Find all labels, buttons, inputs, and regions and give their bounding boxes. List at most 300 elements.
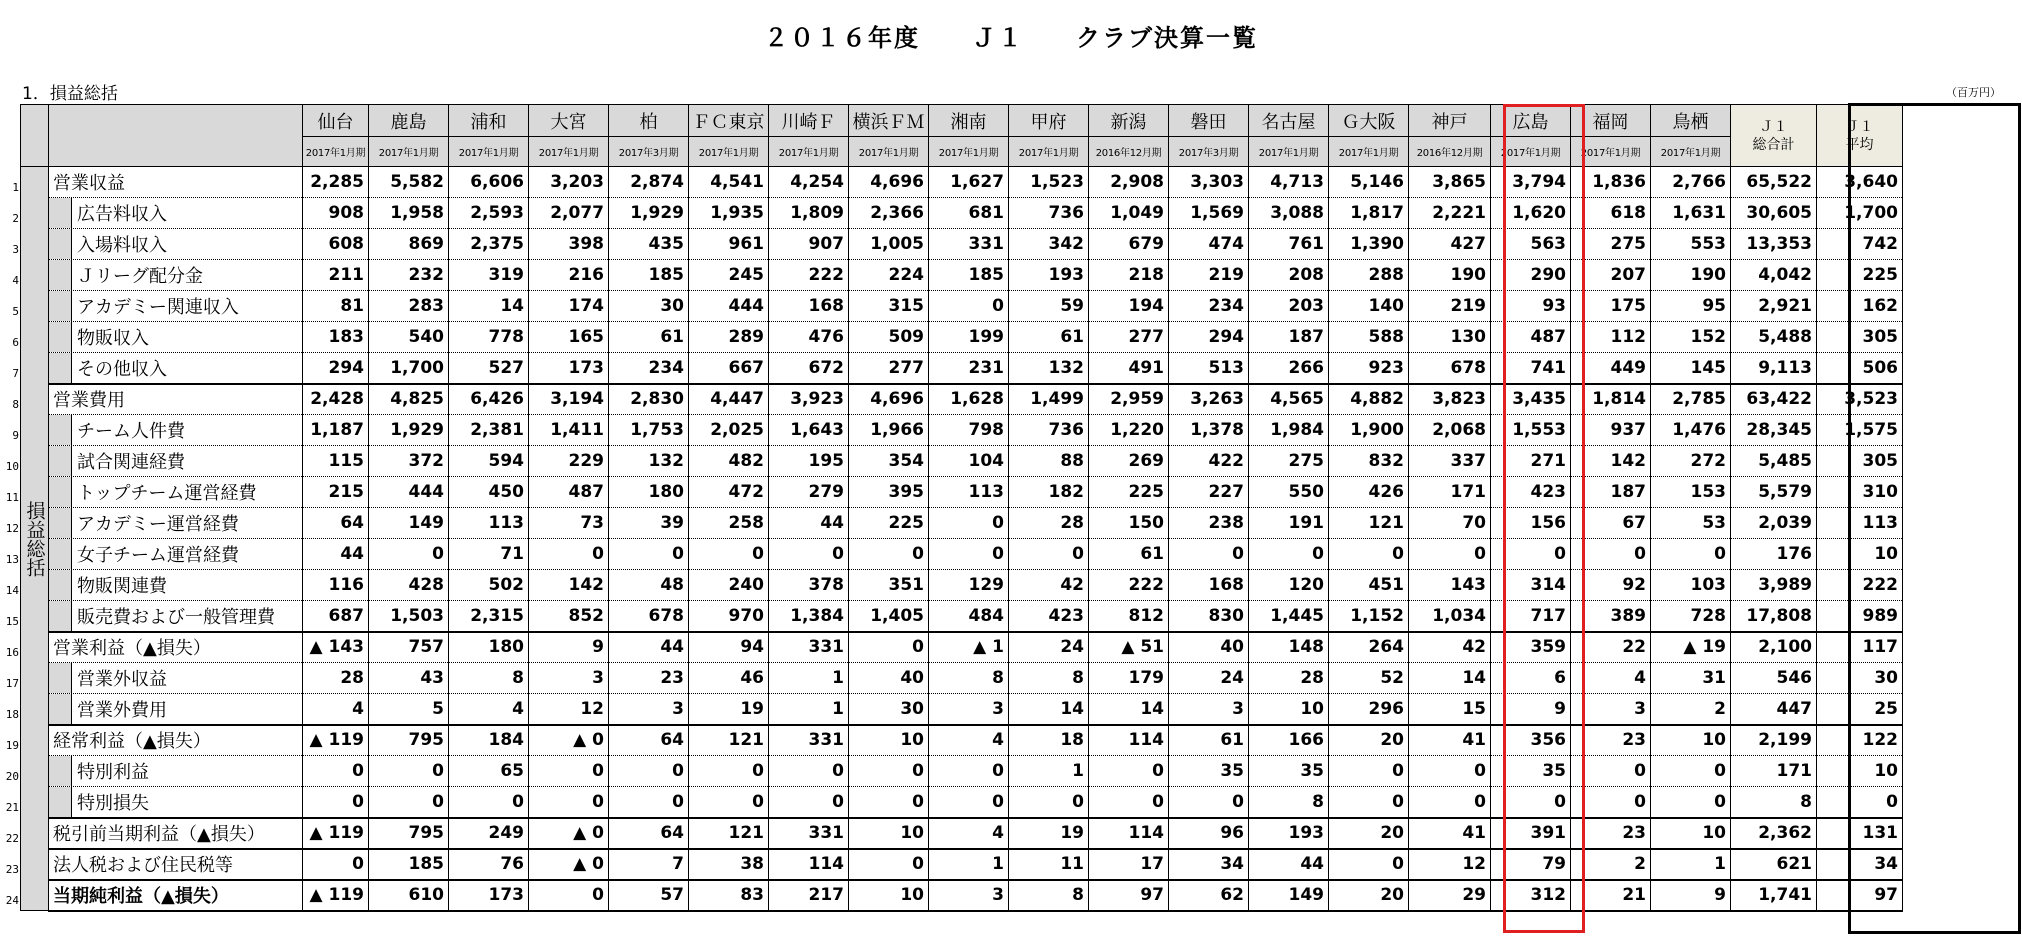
value-cell: 57: [609, 880, 689, 911]
value-cell: 130: [1409, 322, 1491, 353]
row-number: 2: [12, 212, 19, 225]
value-cell: 3,794: [1491, 167, 1571, 198]
value-cell: 290: [1491, 260, 1571, 291]
value-cell: 234: [609, 353, 689, 384]
value-cell: 761: [1249, 229, 1329, 260]
row-number: 15: [5, 615, 19, 628]
value-cell: 2,959: [1089, 384, 1169, 415]
value-cell: ▲ 119: [303, 818, 369, 849]
period-header-6: 2017年1月期: [769, 137, 849, 167]
value-cell: 217: [769, 880, 849, 911]
value-cell: 3: [1571, 694, 1651, 725]
value-cell: 0: [849, 539, 929, 570]
value-cell: 275: [1249, 446, 1329, 477]
value-cell: 0: [1571, 539, 1651, 570]
row-label: 入場料収入: [49, 229, 303, 260]
value-cell: 778: [449, 322, 529, 353]
value-cell: 28: [303, 663, 369, 694]
club-header-0: 仙台: [303, 105, 369, 137]
table-row: [21, 508, 1903, 539]
row-label: アカデミー関連収入: [49, 291, 303, 322]
j1-average-cell: 25: [1817, 694, 1903, 725]
value-cell: 1,935: [689, 198, 769, 229]
value-cell: 271: [1491, 446, 1571, 477]
value-cell: 184: [449, 725, 529, 756]
value-cell: 114: [1089, 818, 1169, 849]
j1-total-cell: 65,522: [1731, 167, 1817, 198]
value-cell: 61: [1089, 539, 1169, 570]
row-label: 営業収益: [49, 167, 303, 198]
j1-average-cell: 742: [1817, 229, 1903, 260]
value-cell: 795: [369, 818, 449, 849]
period-header-17: 2017年1月期: [1651, 137, 1731, 167]
row-label: 営業外収益: [49, 663, 303, 694]
period-header-14: 2016年12月期: [1409, 137, 1491, 167]
value-cell: 0: [369, 756, 449, 787]
value-cell: 14: [1409, 663, 1491, 694]
value-cell: 4: [303, 694, 369, 725]
value-cell: 43: [369, 663, 449, 694]
value-cell: 258: [689, 508, 769, 539]
value-cell: 1,628: [929, 384, 1009, 415]
value-cell: 121: [689, 725, 769, 756]
value-cell: 315: [849, 291, 929, 322]
value-cell: 3,263: [1169, 384, 1249, 415]
j1-total-cell: 28,345: [1731, 415, 1817, 446]
table-row: [21, 167, 1903, 198]
value-cell: 422: [1169, 446, 1249, 477]
value-cell: 757: [369, 632, 449, 663]
value-cell: 9: [1491, 694, 1571, 725]
value-cell: 120: [1249, 570, 1329, 601]
value-cell: 2,068: [1409, 415, 1491, 446]
value-cell: 0: [769, 787, 849, 818]
value-cell: 476: [769, 322, 849, 353]
club-header-6: 川崎Ｆ: [769, 105, 849, 137]
value-cell: 4,696: [849, 167, 929, 198]
value-cell: ▲ 19: [1651, 632, 1731, 663]
row-number: 16: [5, 646, 19, 659]
value-cell: 2: [1571, 849, 1651, 880]
value-cell: 3: [1169, 694, 1249, 725]
value-cell: 264: [1329, 632, 1409, 663]
value-cell: ▲ 143: [303, 632, 369, 663]
value-cell: 9: [1651, 880, 1731, 911]
value-cell: 114: [769, 849, 849, 880]
value-cell: 0: [303, 756, 369, 787]
value-cell: 94: [689, 632, 769, 663]
club-header-13: Ｇ大阪: [1329, 105, 1409, 137]
value-cell: 4: [449, 694, 529, 725]
table-row: [21, 229, 1903, 260]
j1-total-cell: 17,808: [1731, 601, 1817, 632]
value-cell: 1,187: [303, 415, 369, 446]
value-cell: 395: [849, 477, 929, 508]
value-cell: 115: [303, 446, 369, 477]
summary-header-line2: 総合計: [1752, 136, 1795, 153]
value-cell: 832: [1329, 446, 1409, 477]
value-cell: 46: [689, 663, 769, 694]
club-header-17: 鳥栖: [1651, 105, 1731, 137]
club-header-10: 新潟: [1089, 105, 1169, 137]
value-cell: 2,366: [849, 198, 929, 229]
value-cell: 35: [1491, 756, 1571, 787]
value-cell: 6,426: [449, 384, 529, 415]
value-cell: 279: [769, 477, 849, 508]
row-label: 物販収入: [49, 322, 303, 353]
value-cell: 1,390: [1329, 229, 1409, 260]
value-cell: 0: [303, 849, 369, 880]
period-header-5: 2017年1月期: [689, 137, 769, 167]
value-cell: 618: [1571, 198, 1651, 229]
club-header-11: 磐田: [1169, 105, 1249, 137]
period-header-13: 2017年1月期: [1329, 137, 1409, 167]
value-cell: 173: [529, 353, 609, 384]
value-cell: 0: [1329, 787, 1409, 818]
value-cell: 354: [849, 446, 929, 477]
value-cell: 14: [1009, 694, 1089, 725]
value-cell: 1: [769, 694, 849, 725]
value-cell: 484: [929, 601, 1009, 632]
j1-total-cell: 5,485: [1731, 446, 1817, 477]
j1-average-cell: 10: [1817, 756, 1903, 787]
value-cell: 31: [1651, 663, 1731, 694]
table-row: [21, 446, 1903, 477]
value-cell: 0: [1249, 539, 1329, 570]
value-cell: 35: [1249, 756, 1329, 787]
value-cell: 165: [529, 322, 609, 353]
value-cell: 10: [1249, 694, 1329, 725]
value-cell: 0: [849, 787, 929, 818]
value-cell: 1,499: [1009, 384, 1089, 415]
value-cell: 1,034: [1409, 601, 1491, 632]
row-number: 4: [12, 274, 19, 287]
value-cell: 679: [1089, 229, 1169, 260]
row-number: 8: [12, 398, 19, 411]
value-cell: 487: [1491, 322, 1571, 353]
value-cell: 0: [1009, 787, 1089, 818]
value-cell: 1,958: [369, 198, 449, 229]
value-cell: ▲ 0: [529, 725, 609, 756]
j1-average-cell: 117: [1817, 632, 1903, 663]
value-cell: 1,817: [1329, 198, 1409, 229]
page-title: ２０１６年度 Ｊ１ クラブ決算一覧: [764, 24, 1258, 52]
value-cell: 449: [1571, 353, 1651, 384]
value-cell: 1,700: [369, 353, 449, 384]
row-label: 経常利益（▲損失）: [49, 725, 303, 756]
value-cell: 180: [609, 477, 689, 508]
value-cell: 3,865: [1409, 167, 1491, 198]
value-cell: 81: [303, 291, 369, 322]
value-cell: 331: [929, 229, 1009, 260]
value-cell: 3,303: [1169, 167, 1249, 198]
j1-average-cell: 989: [1817, 601, 1903, 632]
value-cell: 294: [303, 353, 369, 384]
j1-total-header: [1731, 105, 1817, 167]
j1-average-header: [1817, 105, 1903, 167]
value-cell: 64: [303, 508, 369, 539]
value-cell: 540: [369, 322, 449, 353]
value-cell: 0: [849, 756, 929, 787]
value-cell: 0: [1009, 539, 1089, 570]
value-cell: 4,565: [1249, 384, 1329, 415]
value-cell: 482: [689, 446, 769, 477]
row-label: 試合関連経費: [49, 446, 303, 477]
value-cell: 168: [769, 291, 849, 322]
j1-average-cell: 3,640: [1817, 167, 1903, 198]
value-cell: 173: [449, 880, 529, 911]
value-cell: 150: [1089, 508, 1169, 539]
value-cell: 70: [1409, 508, 1491, 539]
value-cell: 174: [529, 291, 609, 322]
row-label: 女子チーム運営経費: [49, 539, 303, 570]
value-cell: 0: [1329, 756, 1409, 787]
value-cell: 798: [929, 415, 1009, 446]
j1-total-cell: 2,100: [1731, 632, 1817, 663]
value-cell: 1,378: [1169, 415, 1249, 446]
j1-total-cell: 4,042: [1731, 260, 1817, 291]
j1-average-cell: 10: [1817, 539, 1903, 570]
value-cell: 19: [689, 694, 769, 725]
row-label: 物販関連費: [49, 570, 303, 601]
j1-average-cell: 122: [1817, 725, 1903, 756]
value-cell: 4,254: [769, 167, 849, 198]
row-label: チーム人件費: [49, 415, 303, 446]
table-row: [21, 353, 1903, 384]
value-cell: 672: [769, 353, 849, 384]
value-cell: 216: [529, 260, 609, 291]
j1-average-cell: 30: [1817, 663, 1903, 694]
value-cell: 0: [369, 539, 449, 570]
value-cell: 5,146: [1329, 167, 1409, 198]
j1-total-cell: 2,199: [1731, 725, 1817, 756]
value-cell: 0: [1651, 787, 1731, 818]
value-cell: 741: [1491, 353, 1571, 384]
row-number: 23: [5, 863, 19, 876]
value-cell: 961: [689, 229, 769, 260]
value-cell: 61: [609, 322, 689, 353]
value-cell: 435: [609, 229, 689, 260]
row-number: 21: [5, 801, 19, 814]
value-cell: 187: [1571, 477, 1651, 508]
value-cell: 342: [1009, 229, 1089, 260]
value-cell: 113: [929, 477, 1009, 508]
value-cell: 2,874: [609, 167, 689, 198]
value-cell: 152: [1651, 322, 1731, 353]
value-cell: 3,823: [1409, 384, 1491, 415]
j1-total-cell: 447: [1731, 694, 1817, 725]
value-cell: 474: [1169, 229, 1249, 260]
value-cell: 553: [1651, 229, 1731, 260]
value-cell: 351: [849, 570, 929, 601]
value-cell: 219: [1169, 260, 1249, 291]
value-cell: 59: [1009, 291, 1089, 322]
value-cell: 391: [1491, 818, 1571, 849]
j1-total-cell: 9,113: [1731, 353, 1817, 384]
value-cell: 527: [449, 353, 529, 384]
j1-total-cell: 171: [1731, 756, 1817, 787]
value-cell: 40: [1169, 632, 1249, 663]
club-header-9: 甲府: [1009, 105, 1089, 137]
period-header-16: 2017年1月期: [1571, 137, 1651, 167]
value-cell: 232: [369, 260, 449, 291]
row-number: 22: [5, 832, 19, 845]
summary-header-line1: Ｊ１: [1845, 118, 1874, 135]
j1-total-cell: 2,362: [1731, 818, 1817, 849]
j1-average-cell: 310: [1817, 477, 1903, 508]
value-cell: 1,631: [1651, 198, 1731, 229]
value-cell: 0: [849, 632, 929, 663]
corner-cell: [21, 105, 49, 167]
value-cell: 0: [609, 756, 689, 787]
period-header-1: 2017年1月期: [369, 137, 449, 167]
value-cell: 14: [1089, 694, 1169, 725]
value-cell: 4: [929, 818, 1009, 849]
value-cell: 193: [1009, 260, 1089, 291]
value-cell: 23: [609, 663, 689, 694]
value-cell: 1,220: [1089, 415, 1169, 446]
value-cell: 427: [1409, 229, 1491, 260]
table-row: [21, 322, 1903, 353]
value-cell: 0: [609, 539, 689, 570]
value-cell: 1,523: [1009, 167, 1089, 198]
table-row: [21, 694, 1903, 725]
table-row: [21, 725, 1903, 756]
value-cell: 830: [1169, 601, 1249, 632]
value-cell: 185: [609, 260, 689, 291]
club-header-14: 神戸: [1409, 105, 1491, 137]
period-header-0: 2017年1月期: [303, 137, 369, 167]
value-cell: 0: [689, 756, 769, 787]
value-cell: 869: [369, 229, 449, 260]
value-cell: 513: [1169, 353, 1249, 384]
row-number: 5: [12, 305, 19, 318]
period-header-10: 2016年12月期: [1089, 137, 1169, 167]
value-cell: 21: [1571, 880, 1651, 911]
value-cell: 588: [1329, 322, 1409, 353]
value-cell: 1,411: [529, 415, 609, 446]
value-cell: 937: [1571, 415, 1651, 446]
value-cell: 312: [1491, 880, 1571, 911]
value-cell: 190: [1651, 260, 1731, 291]
j1-total-cell: 3,989: [1731, 570, 1817, 601]
table-row: [21, 756, 1903, 787]
value-cell: 10: [849, 818, 929, 849]
value-cell: 736: [1009, 415, 1089, 446]
row-label: 営業利益（▲損失）: [49, 632, 303, 663]
value-cell: 1,569: [1169, 198, 1249, 229]
value-cell: 314: [1491, 570, 1571, 601]
value-cell: 53: [1651, 508, 1731, 539]
value-cell: 283: [369, 291, 449, 322]
value-cell: 10: [1651, 725, 1731, 756]
corner-cell-2: [49, 105, 303, 167]
j1-average-cell: 113: [1817, 508, 1903, 539]
value-cell: 3,203: [529, 167, 609, 198]
value-cell: 95: [1651, 291, 1731, 322]
value-cell: 61: [1009, 322, 1089, 353]
period-header-11: 2017年3月期: [1169, 137, 1249, 167]
value-cell: 4: [929, 725, 1009, 756]
value-cell: 0: [769, 756, 849, 787]
value-cell: 185: [929, 260, 1009, 291]
row-label: 特別損失: [49, 787, 303, 818]
value-cell: 8: [1009, 880, 1089, 911]
row-label: 販売費および一般管理費: [49, 601, 303, 632]
value-cell: ▲ 0: [529, 849, 609, 880]
value-cell: 3: [609, 694, 689, 725]
j1-total-cell: 621: [1731, 849, 1817, 880]
j1-average-cell: 34: [1817, 849, 1903, 880]
value-cell: 852: [529, 601, 609, 632]
value-cell: 24: [1009, 632, 1089, 663]
value-cell: 185: [369, 849, 449, 880]
value-cell: 266: [1249, 353, 1329, 384]
value-cell: 112: [1571, 322, 1651, 353]
value-cell: ▲ 119: [303, 725, 369, 756]
period-header-4: 2017年3月期: [609, 137, 689, 167]
value-cell: 199: [929, 322, 1009, 353]
value-cell: 0: [1329, 849, 1409, 880]
j1-total-cell: 63,422: [1731, 384, 1817, 415]
value-cell: 0: [1409, 787, 1491, 818]
value-cell: 149: [369, 508, 449, 539]
value-cell: 208: [1249, 260, 1329, 291]
value-cell: 23: [1571, 818, 1651, 849]
row-label: 法人税および住民税等: [49, 849, 303, 880]
row-label: 当期純利益（▲損失）: [49, 880, 303, 911]
value-cell: 3,923: [769, 384, 849, 415]
value-cell: 10: [849, 880, 929, 911]
row-label: その他収入: [49, 353, 303, 384]
value-cell: 175: [1571, 291, 1651, 322]
value-cell: 0: [929, 508, 1009, 539]
row-number: 11: [5, 491, 19, 504]
value-cell: 10: [849, 725, 929, 756]
value-cell: 11: [1009, 849, 1089, 880]
value-cell: 423: [1491, 477, 1571, 508]
period-header-9: 2017年1月期: [1009, 137, 1089, 167]
table-row: [21, 818, 1903, 849]
value-cell: 294: [1169, 322, 1249, 353]
value-cell: 225: [1089, 477, 1169, 508]
value-cell: 907: [769, 229, 849, 260]
value-cell: 148: [1249, 632, 1329, 663]
value-cell: 240: [689, 570, 769, 601]
value-cell: 116: [303, 570, 369, 601]
value-cell: 1,809: [769, 198, 849, 229]
value-cell: 191: [1249, 508, 1329, 539]
value-cell: 8: [929, 663, 1009, 694]
value-cell: 44: [609, 632, 689, 663]
value-cell: 28: [1009, 508, 1089, 539]
value-cell: 225: [849, 508, 929, 539]
value-cell: 450: [449, 477, 529, 508]
value-cell: 166: [1249, 725, 1329, 756]
value-cell: 1,503: [369, 601, 449, 632]
financial-table: [20, 104, 1903, 912]
value-cell: 92: [1571, 570, 1651, 601]
value-cell: 608: [303, 229, 369, 260]
value-cell: 4,825: [369, 384, 449, 415]
row-label: 広告料収入: [49, 198, 303, 229]
table-row: [21, 849, 1903, 880]
value-cell: 0: [929, 756, 1009, 787]
value-cell: 4,696: [849, 384, 929, 415]
value-cell: 190: [1409, 260, 1491, 291]
j1-average-cell: 131: [1817, 818, 1903, 849]
value-cell: 1,620: [1491, 198, 1571, 229]
